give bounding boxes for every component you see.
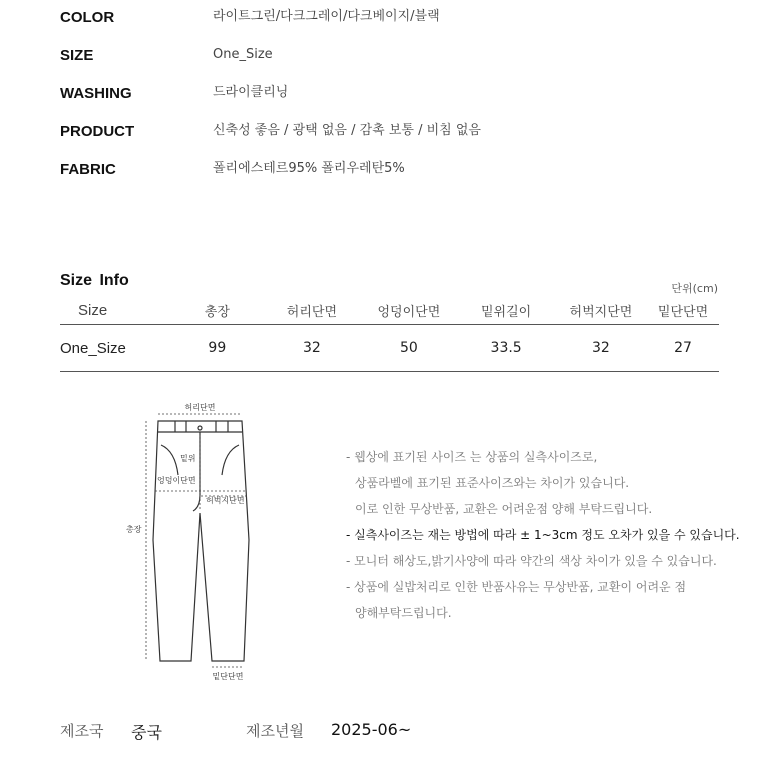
spec-label: COLOR bbox=[60, 9, 115, 26]
unit-label: 단위(cm) bbox=[671, 282, 718, 295]
waist-label: 허리단면 bbox=[184, 403, 216, 412]
hip-label: 엉덩이단면 bbox=[157, 476, 196, 485]
column-header: 허리단면 bbox=[263, 296, 360, 325]
table-cell: 32 bbox=[555, 325, 647, 372]
size-table bbox=[60, 296, 719, 372]
table-row bbox=[60, 325, 719, 372]
measure-lines bbox=[146, 414, 248, 667]
country-label: 제조국 bbox=[60, 722, 104, 740]
table-cell: 32 bbox=[263, 325, 360, 372]
spec-row-washing bbox=[0, 84, 780, 104]
notice-item: 상품라벨에 표기된 표준사이즈와는 차이가 있습니다. bbox=[355, 476, 630, 490]
notice-item: 양해부탁드립니다. bbox=[355, 606, 452, 620]
spec-row-size bbox=[0, 46, 780, 66]
hem-label: 밑단단면 bbox=[212, 672, 244, 681]
date-value: 2025-06~ bbox=[331, 720, 412, 739]
spec-label: SIZE bbox=[60, 47, 94, 64]
table-cell: 33.5 bbox=[457, 325, 554, 372]
spec-label: PRODUCT bbox=[60, 123, 135, 140]
spec-label: WASHING bbox=[60, 85, 132, 102]
table-cell: 99 bbox=[171, 325, 263, 372]
column-header: 허벅지단면 bbox=[555, 296, 647, 325]
spec-row-color bbox=[0, 8, 780, 28]
length-label: 총장 bbox=[126, 525, 142, 534]
spec-value: One_Size bbox=[213, 47, 273, 62]
spec-row-fabric bbox=[0, 160, 780, 180]
table-cell: 50 bbox=[360, 325, 457, 372]
rise-label: 밑위 bbox=[180, 454, 196, 463]
pants-diagram bbox=[120, 395, 280, 695]
size-info-title: Size Info bbox=[60, 272, 129, 289]
table-cell: One_Size bbox=[60, 325, 171, 372]
notice-item: - 웹상에 표기된 사이즈 는 상품의 실측사이즈로, bbox=[346, 450, 598, 464]
thigh-label: 허벅지단면 bbox=[206, 496, 245, 505]
spec-label: FABRIC bbox=[60, 161, 116, 178]
pants-outline-icon bbox=[153, 421, 249, 661]
column-header: 밑단단면 bbox=[647, 296, 719, 325]
spec-row-product bbox=[0, 122, 780, 142]
notice-item: - 상품에 실밥처리로 인한 반품사유는 무상반품, 교환이 어려운 점 bbox=[346, 580, 687, 594]
notice-list bbox=[346, 444, 740, 626]
spec-value: 라이트그린/다크그레이/다크베이지/블랙 bbox=[213, 9, 440, 24]
notice-item: - 실측사이즈는 재는 방법에 따라 ± 1~3cm 정도 오차가 있을 수 있습니다. bbox=[346, 528, 740, 542]
spec-value: 드라이클리닝 bbox=[213, 85, 289, 100]
spec-value: 신축성 좋음 / 광택 없음 / 감촉 보통 / 비침 없음 bbox=[213, 123, 481, 138]
notice-item: 이로 인한 무상반품, 교환은 어려운점 양해 부탁드립니다. bbox=[355, 502, 653, 516]
column-header: Size bbox=[60, 296, 171, 325]
country-value: 중국 bbox=[131, 723, 162, 742]
column-header: 밑위길이 bbox=[457, 296, 554, 325]
column-header: 총장 bbox=[171, 296, 263, 325]
table-cell: 27 bbox=[647, 325, 719, 372]
spec-value: 폴리에스테르95% 폴리우레탄5% bbox=[213, 161, 405, 176]
date-label: 제조년월 bbox=[246, 722, 304, 740]
notice-item: - 모니터 해상도,밝기사양에 따라 약간의 색상 차이가 있을 수 있습니다. bbox=[346, 554, 717, 568]
column-header: 엉덩이단면 bbox=[360, 296, 457, 325]
table-header-row bbox=[60, 296, 719, 325]
